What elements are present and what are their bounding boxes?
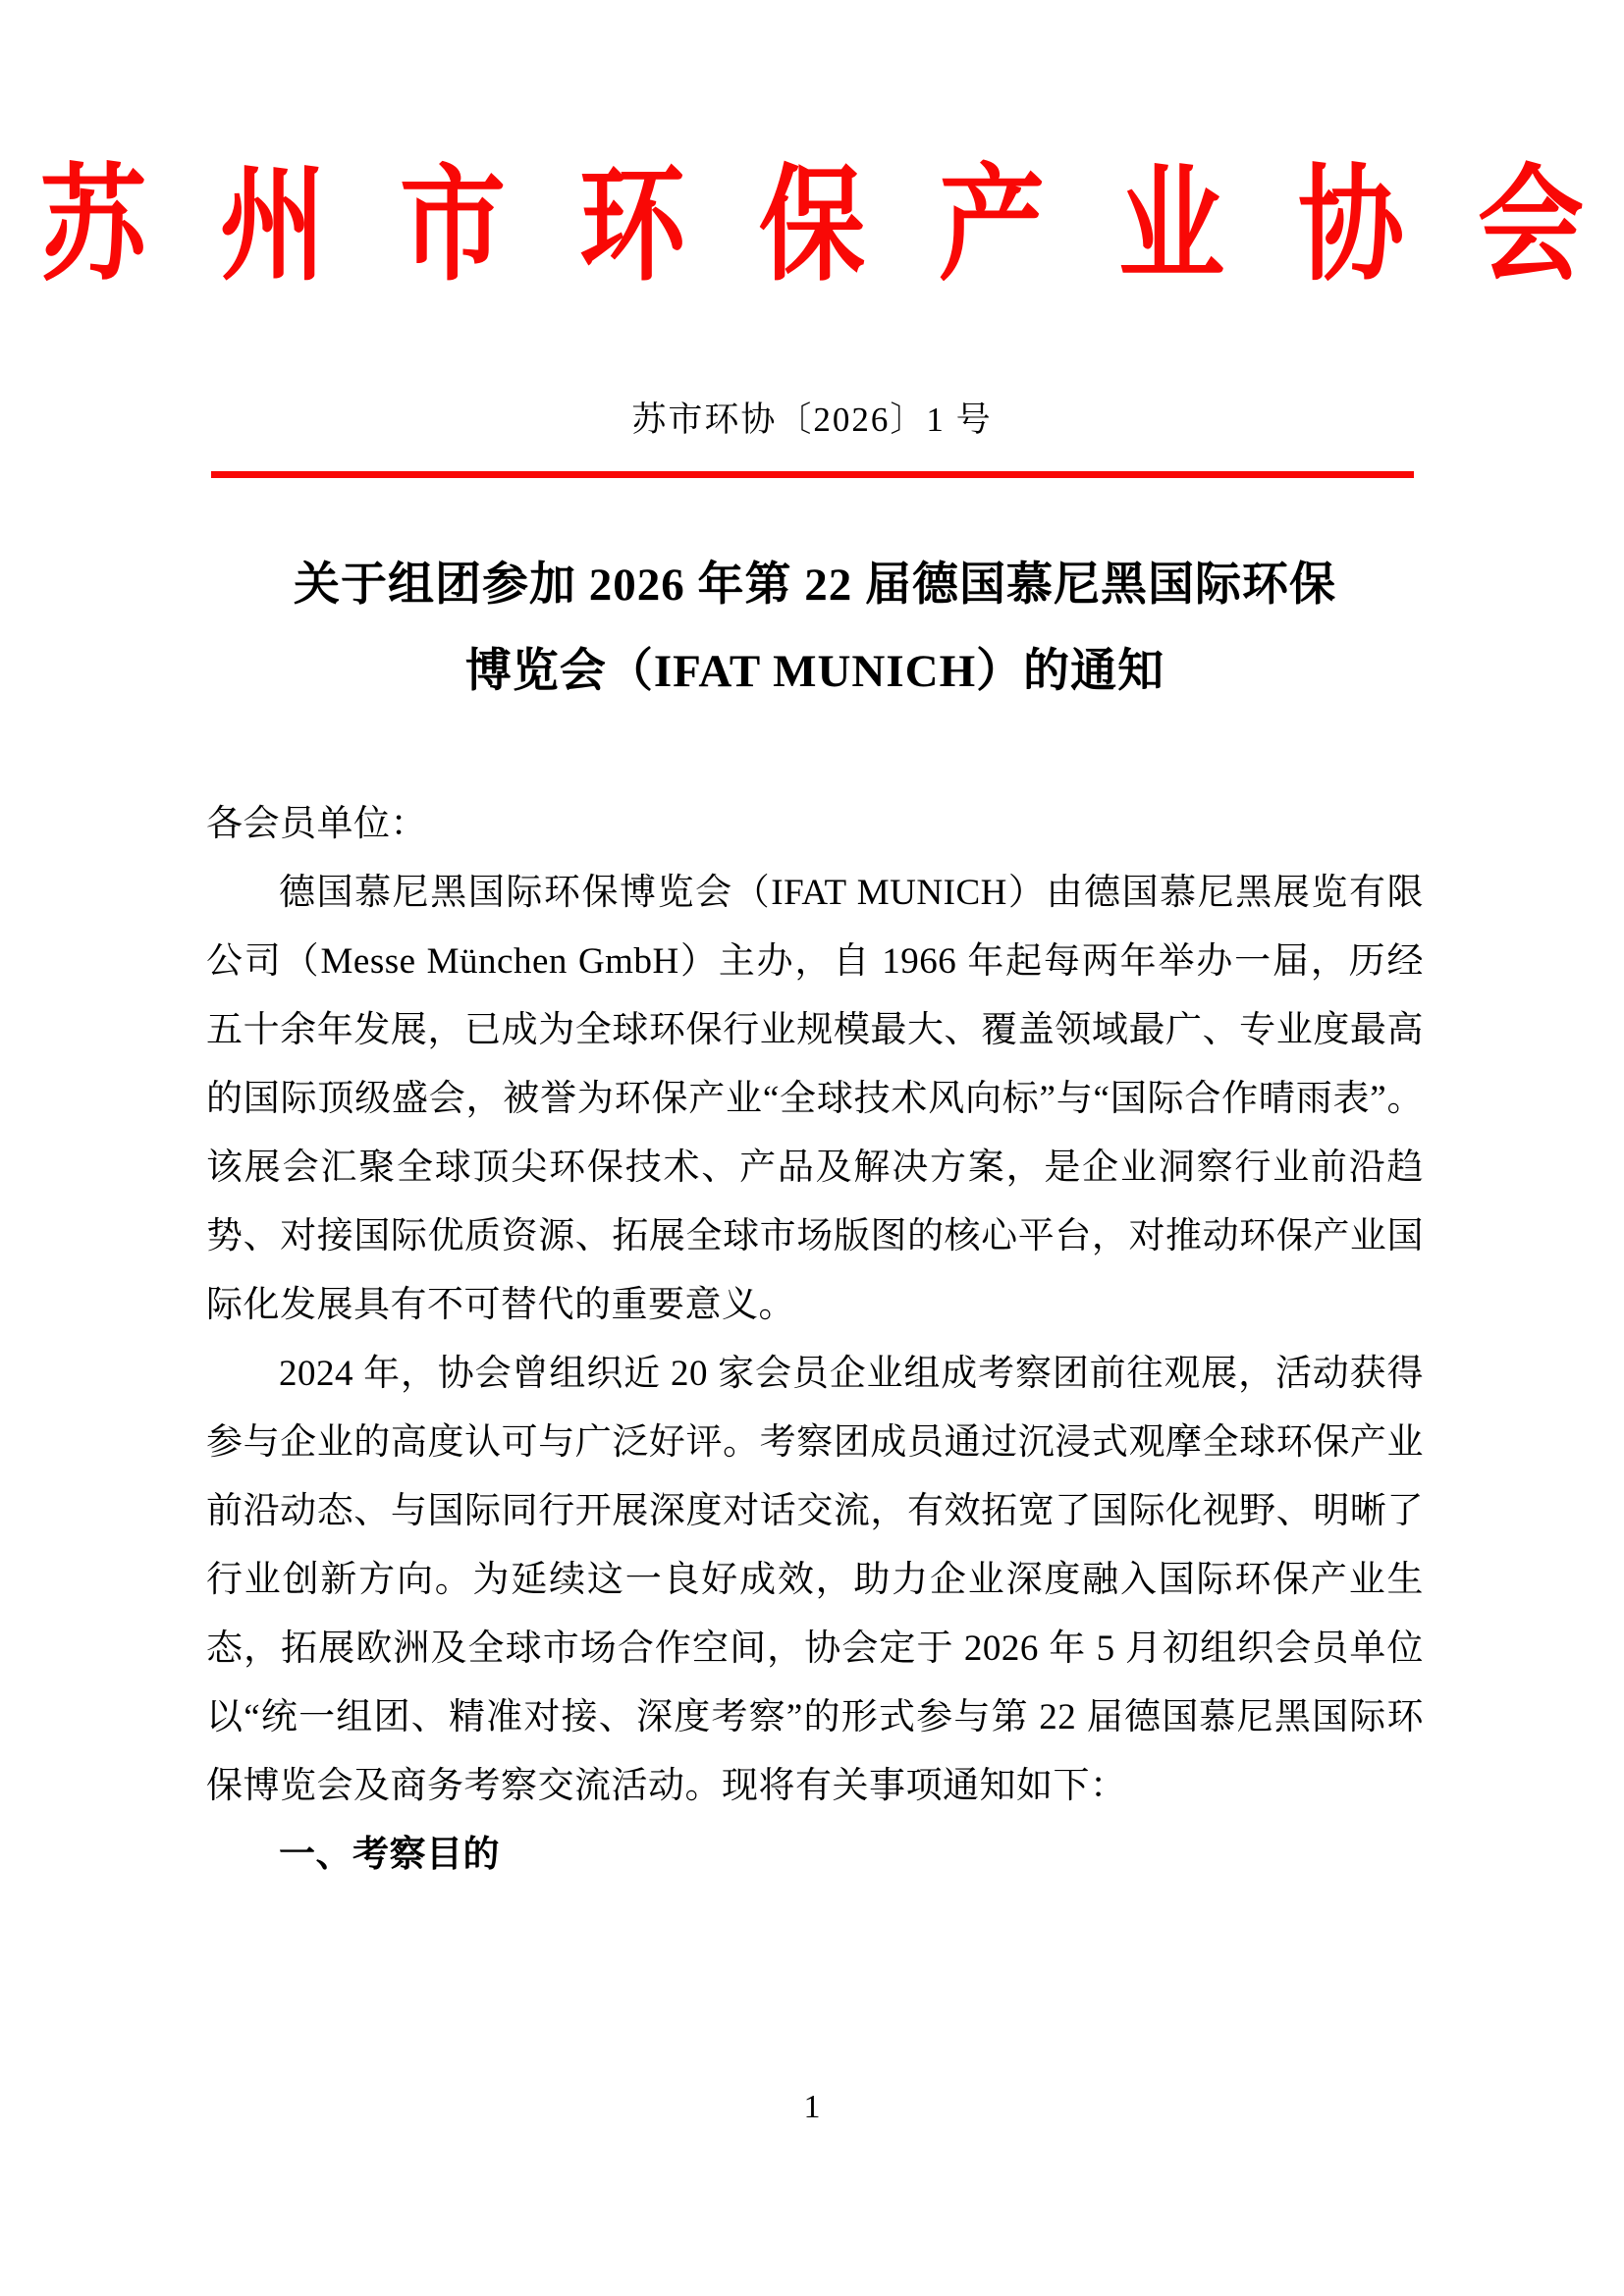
title-line-1: 关于组团参加 2026 年第 22 届德国慕尼黑国际环保 xyxy=(294,560,1336,611)
page-number: 1 xyxy=(803,2089,821,2125)
red-divider-rule xyxy=(211,471,1414,478)
document-body xyxy=(206,790,1424,1890)
document-title xyxy=(206,542,1424,715)
document-serial-number: 苏市环协〔2026〕1 号 xyxy=(631,400,993,439)
body-paragraph-2: 2024 年，协会曾组织近 20 家会员企业组成考察团前往观展，活动获得参与企业的高度认可与广泛好评。考察团成员通过沉浸式观摩全球环保产业前沿动态、与国际同行开展深度对话交流，有效拓宽了国际化视野、明晰了行业创新方向。为延续这一良好成效，助力企业深度融入国际环保产业生态，拓展欧洲及全球市场合作空间，协会定于 2026 年 5 月初组织会员单位以“统一组团、精准对接、深度考察”的形式参与第 22 届德国慕尼黑国际环保博览会及商务考察交流活动。现将有关事项通知如下： xyxy=(206,1354,1424,1806)
body-paragraph-1: 德国慕尼黑国际环保博览会（IFAT MUNICH）由德国慕尼黑展览有限公司（Messe München GmbH）主办，自 1966 年起每两年举办一届，历经五十余年发展，已成为全球环保行业规模最大、覆盖领域最广、专业度最高的国际顶级盛会，被誉为环保产业“全球技术风向标”与“国际合作晴雨表”。该展会汇聚全球顶尖环保技术、产品及解决方案，是企业洞察行业前沿趋势、对接国际优质资源、拓展全球市场版图的核心平台，对推动环保产业国际化发展具有不可替代的重要意义。 xyxy=(206,873,1425,1325)
section-heading-purpose: 一、考察目的 xyxy=(279,1835,500,1875)
title-line-2: 博览会（IFAT MUNICH）的通知 xyxy=(464,646,1165,697)
salutation: 各会员单位： xyxy=(206,804,427,844)
organization-masthead: 苏 州 市 环 保 产 业 协 会 xyxy=(39,157,1607,296)
